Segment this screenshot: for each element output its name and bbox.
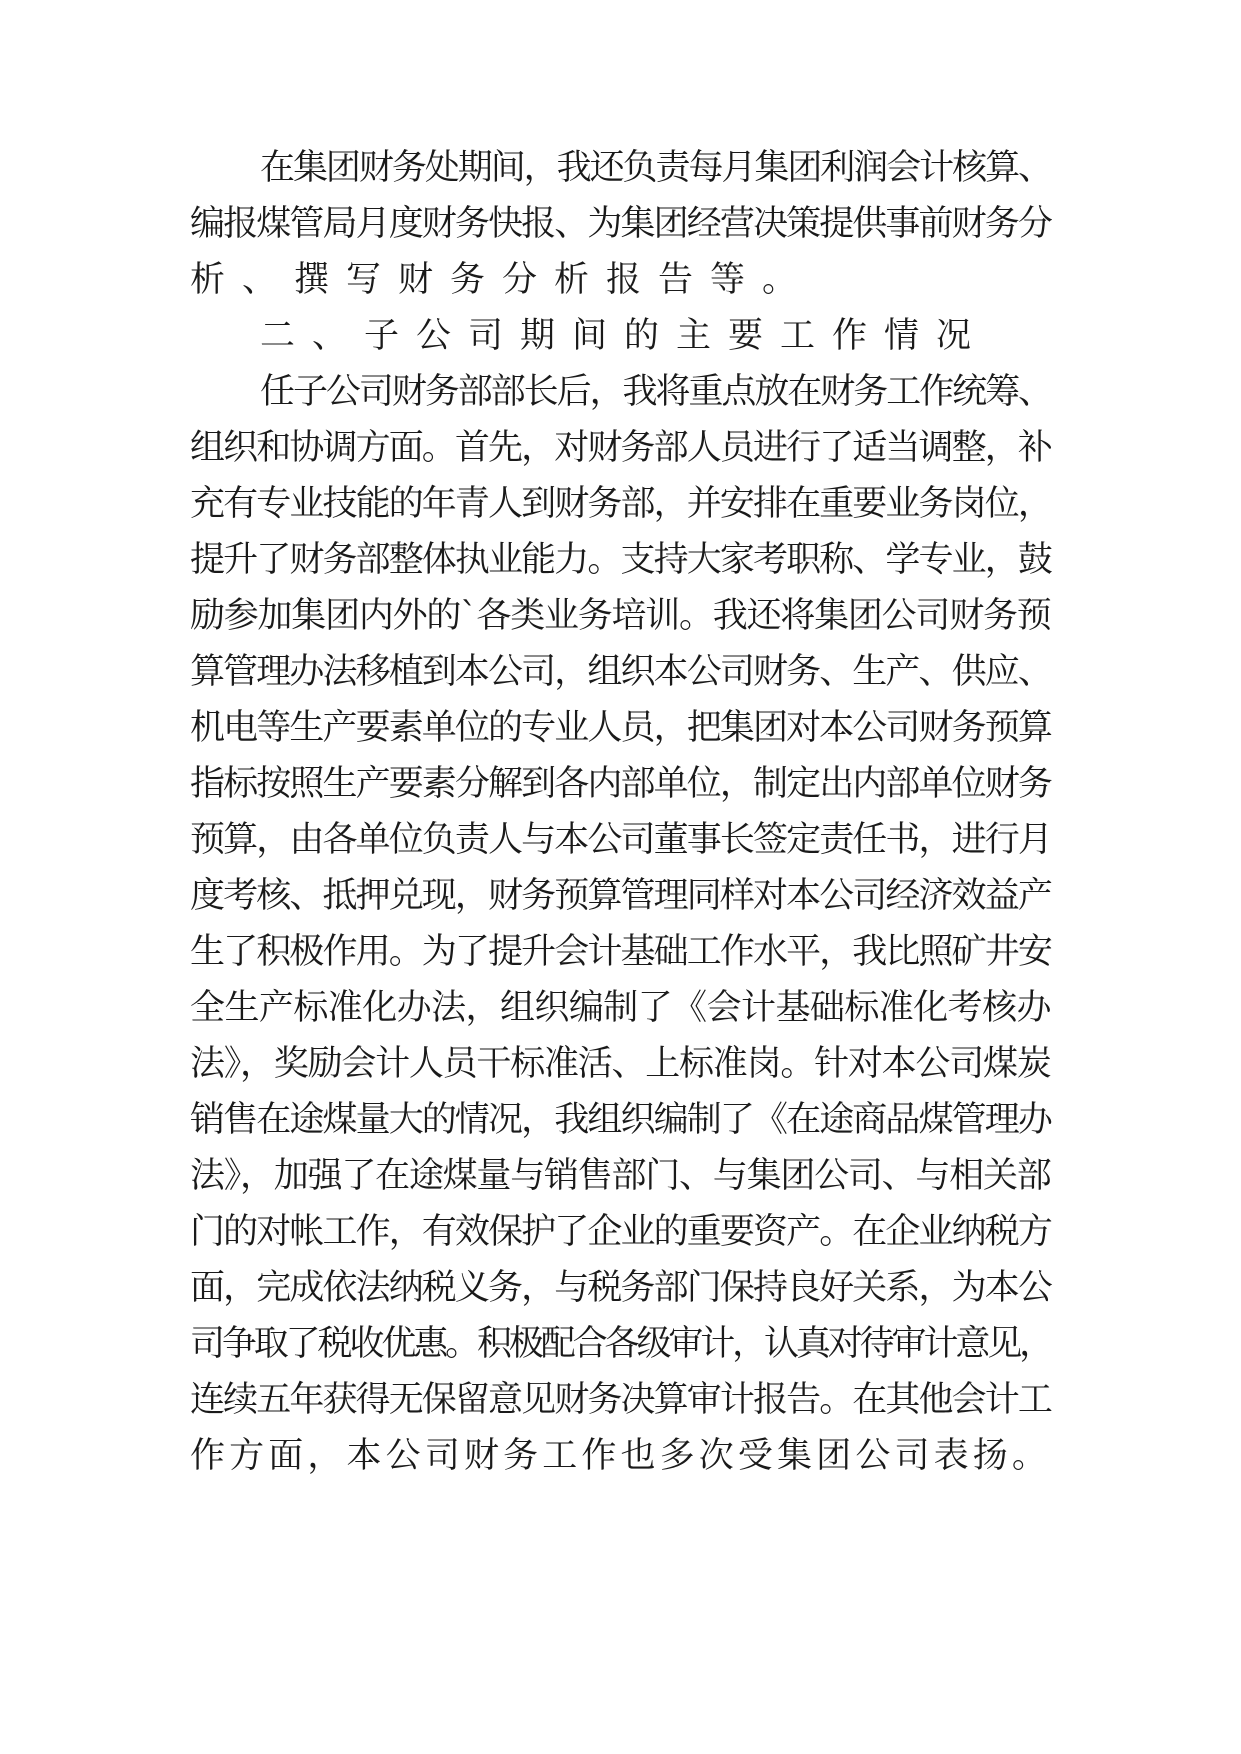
paragraph-2-line-19: 连续五年获得无保留意见财务决算审计报告。在其他会计工	[190, 1380, 1052, 1420]
paragraph-1-line-2: 编报煤管局月度财务快报、为集团经营决策提供事前财务分	[190, 204, 1052, 244]
paragraph-2-line-2: 组织和协调方面。首先，对财务部人员进行了适当调整，补	[190, 428, 1052, 468]
paragraph-2-line-7: 机电等生产要素单位的专业人员，把集团对本公司财务预算	[190, 708, 1052, 748]
paragraph-2-line-18: 司争取了税收优惠。积极配合各级审计，认真对待审计意见，	[190, 1324, 1052, 1364]
paragraph-2-line-15: 法》，加强了在途煤量与销售部门、与集团公司、与相关部	[190, 1156, 1051, 1196]
paragraph-2-line-5: 励参加集团内外的`各类业务培训。我还将集团公司财务预	[190, 596, 1051, 636]
section-heading: 二、子公司期间的主要工作情况	[260, 316, 989, 356]
paragraph-2-line-1: 任子公司财务部部长后，我将重点放在财务工作统筹、	[260, 372, 1052, 412]
paragraph-1-line-1: 在集团财务处期间，我还负责每月集团利润会计核算、	[260, 148, 1052, 188]
paragraph-2-line-14: 销售在途煤量大的情况，我组织编制了《在途商品煤管理办	[190, 1100, 1052, 1140]
paragraph-2-line-11: 生了积极作用。为了提升会计基础工作水平，我比照矿井安	[190, 932, 1052, 972]
paragraph-2-line-9: 预算，由各单位负责人与本公司董事长签定责任书，进行月	[190, 820, 1052, 860]
paragraph-2-line-16: 门的对帐工作，有效保护了企业的重要资产。在企业纳税方	[190, 1212, 1052, 1252]
paragraph-1-line-3: 析、撰写财务分析报告等。	[190, 260, 815, 300]
paragraph-2-line-3: 充有专业技能的年青人到财务部，并安排在重要业务岗位，	[190, 484, 1052, 524]
paragraph-2-line-12: 全生产标准化办法，组织编制了《会计基础标准化考核办	[190, 988, 1052, 1028]
paragraph-2-line-20: 作方面，本公司财务工作也多次受集团公司表扬。	[190, 1436, 1052, 1476]
paragraph-2-line-8: 指标按照生产要素分解到各内部单位，制定出内部单位财务	[190, 764, 1052, 804]
paragraph-2-line-13: 法》，奖励会计人员干标准活、上标准岗。针对本公司煤炭	[190, 1044, 1051, 1084]
paragraph-2-line-10: 度考核、抵押兑现，财务预算管理同样对本公司经济效益产	[190, 876, 1052, 916]
paragraph-2-line-6: 算管理办法移植到本公司，组织本公司财务、生产、供应、	[190, 652, 1052, 692]
paragraph-2-line-17: 面，完成依法纳税义务，与税务部门保持良好关系，为本公	[190, 1268, 1052, 1308]
paragraph-2-line-4: 提升了财务部整体执业能力。支持大家考职称、学专业，鼓	[190, 540, 1052, 580]
